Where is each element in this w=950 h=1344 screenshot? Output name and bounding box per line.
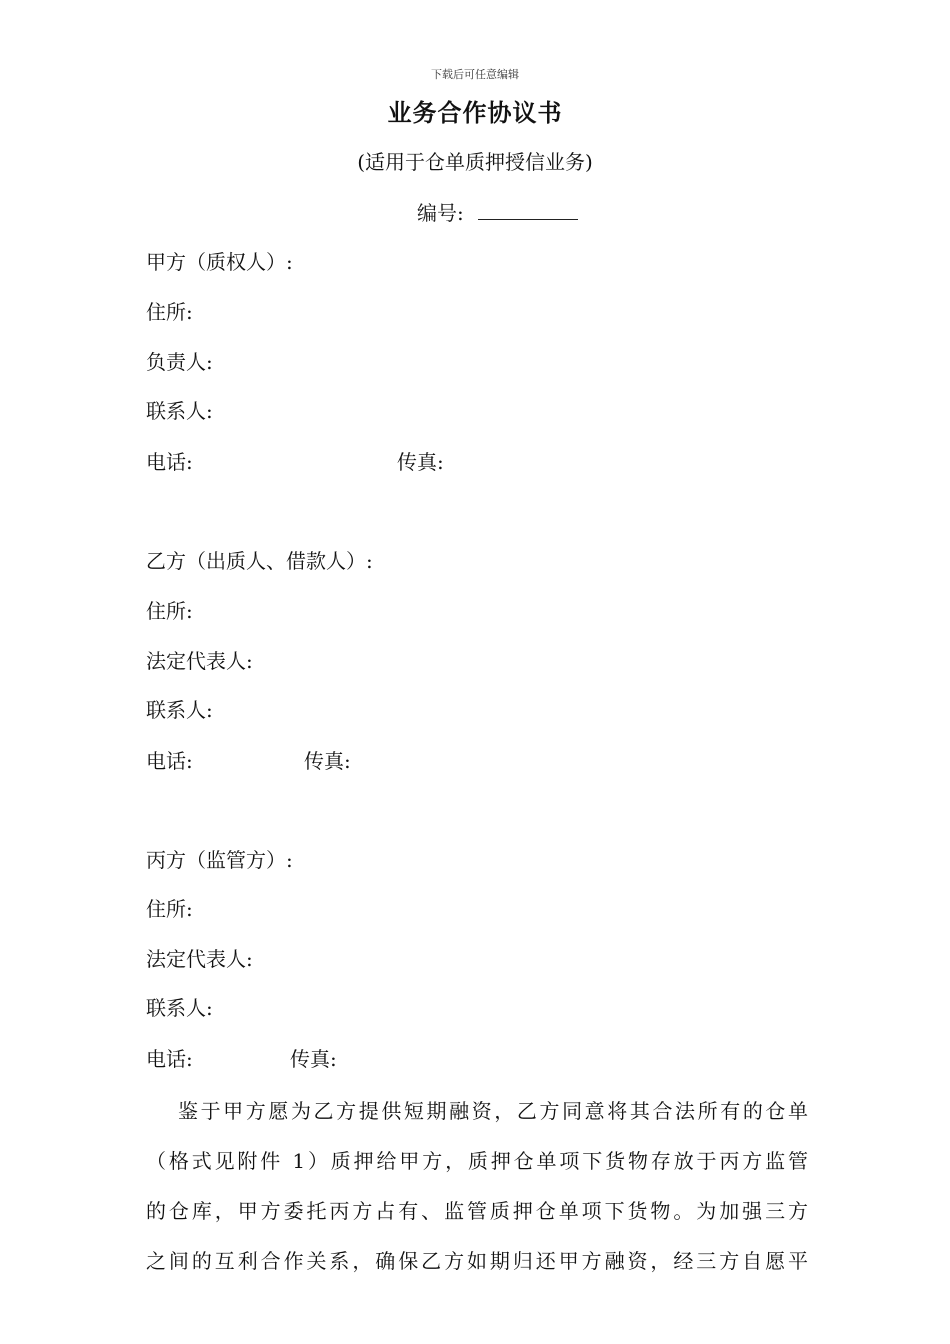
- party-a-phone-row: [146, 446, 444, 475]
- party-c-heading: 丙方（监管方）:: [146, 848, 293, 872]
- intro-line: 鉴于甲方愿为乙方提供短期融资，乙方同意将其合法所有的仓单: [178, 1099, 808, 1123]
- agreement-number: [417, 197, 578, 226]
- party-a-fax: 传真:: [397, 450, 444, 474]
- party-c-phone-row: [146, 1043, 337, 1072]
- intro-paragraph: [146, 1086, 808, 1286]
- party-c-contact: 联系人:: [146, 996, 213, 1020]
- party-b-phone-row: [146, 745, 351, 774]
- intro-line: （格式见附件 1）质押给甲方，质押仓单项下货物存放于丙方监管: [146, 1149, 808, 1173]
- intro-line: 之间的互利合作关系，确保乙方如期归还甲方融资，经三方自愿平: [146, 1249, 808, 1273]
- agreement-number-label: 编号:: [417, 201, 464, 225]
- party-b-address: 住所:: [146, 599, 193, 623]
- agreement-number-blank: [478, 201, 578, 220]
- party-c-phone: 电话:: [146, 1047, 193, 1071]
- party-b-fax: 传真:: [304, 749, 351, 773]
- party-a-heading: 甲方（质权人）:: [146, 250, 293, 274]
- document-title: 业务合作协议书: [387, 98, 563, 127]
- party-c-legal-rep: 法定代表人:: [146, 947, 253, 971]
- party-a-phone: 电话:: [146, 450, 193, 474]
- party-a-address: 住所:: [146, 300, 193, 324]
- party-a-principal: 负责人:: [146, 350, 213, 374]
- party-b-contact: 联系人:: [146, 698, 213, 722]
- party-b-heading: 乙方（出质人、借款人）:: [146, 549, 373, 573]
- document-subtitle: (适用于仓单质押授信业务): [357, 150, 593, 174]
- header-note: 下载后可任意编辑: [431, 68, 519, 81]
- party-b-legal-rep: 法定代表人:: [146, 649, 253, 673]
- party-c-fax: 传真:: [290, 1047, 337, 1071]
- party-b-phone: 电话:: [146, 749, 193, 773]
- intro-line: 的仓库，甲方委托丙方占有、监管质押仓单项下货物。为加强三方: [146, 1199, 808, 1223]
- party-a-contact: 联系人:: [146, 399, 213, 423]
- party-c-address: 住所:: [146, 897, 193, 921]
